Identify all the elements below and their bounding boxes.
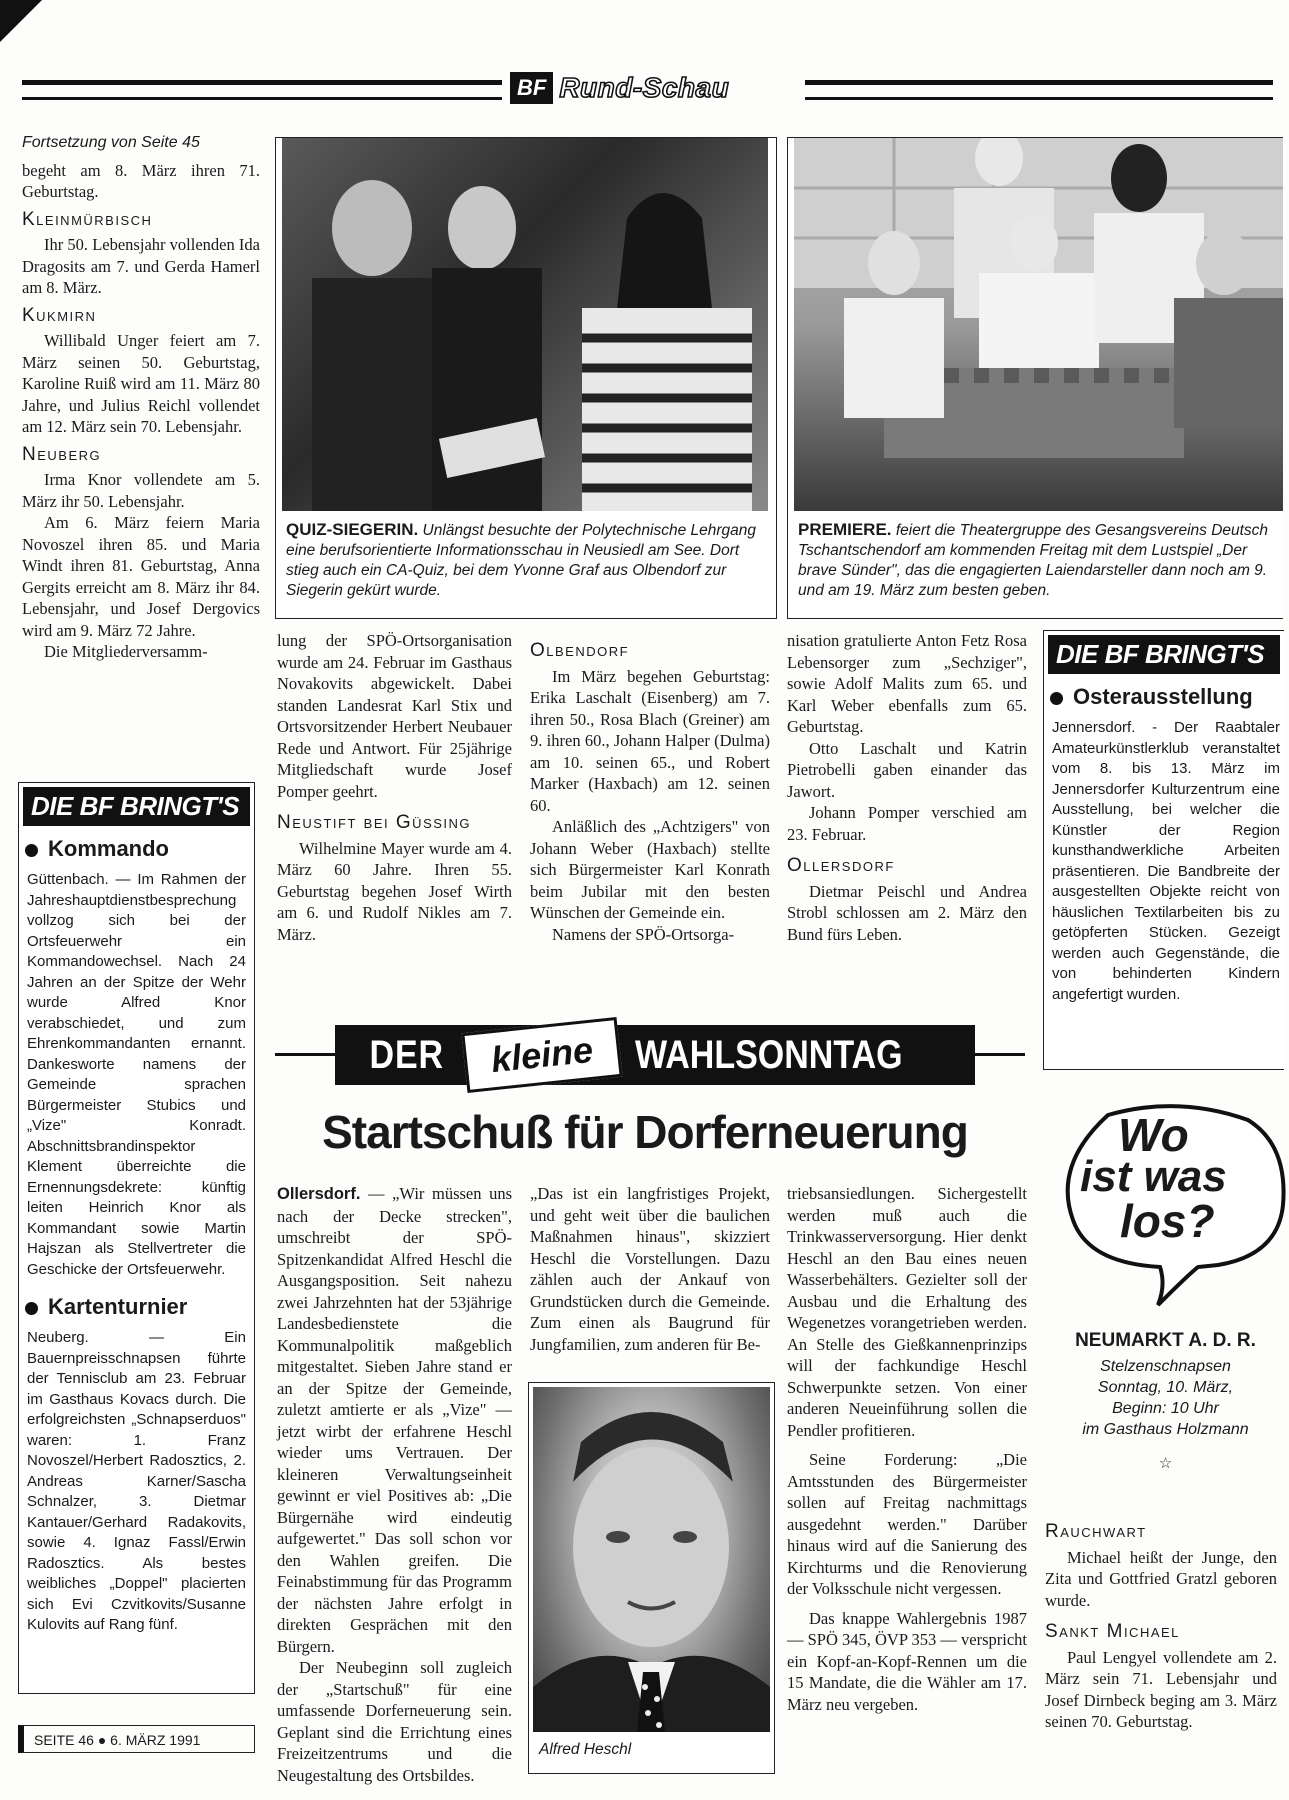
- section-text: Wilhelmine Mayer wurde am 4. März 60 Jahre. Ihren 55. Geburtstag begehen Josef Wirth am 6. und Rudolf Nikles am 7. März.: [277, 838, 512, 944]
- box-item-title: Kommando: [25, 836, 254, 862]
- page-footer: [18, 1725, 255, 1753]
- event-line: Sonntag, 10. März,: [1097, 1379, 1234, 1396]
- box-item-text: Neuberg. — Ein Bauernpreisschnapsen führte der Tennisclub am 23. Februar im Gasthaus Kovacs durch. Die erfolgreichsten „Schnapserduos" waren: 1. Franz Novoszel/Herbert Radosztics, 2. Andreas Karner/Sascha Schnalzer, 3. Dietmar Kantauer/Gerhard Radakovits, sowie 4. Ignaz Fassl/Erwin Radosztics. Als bestes weibliches „Doppel" placierten sich Evi Czvitkovits/Susanne Kulovits auf Rang fünf.: [27, 1329, 246, 1633]
- header-rule-left: [22, 80, 502, 100]
- article-col3: [787, 1183, 1027, 1715]
- bullet-icon: [25, 844, 38, 857]
- logo-rundschau: Rund-Schau: [559, 72, 730, 103]
- section-text: Irma Knor vollendete am 5. März ihr 50. Lebensjahr.: [22, 470, 260, 511]
- star-icon: ☆: [1158, 1456, 1173, 1472]
- section-title: Rauchwart: [1045, 1521, 1147, 1542]
- logo-bf: BF: [510, 72, 553, 104]
- bubble-line: los?: [1120, 1195, 1215, 1247]
- bf-bringts-box-left: [18, 782, 255, 1694]
- bubble-line: ist was: [1080, 1152, 1227, 1201]
- box-banner: DIE BF BRINGT'S: [23, 787, 250, 826]
- heschl-photo-frame: [528, 1382, 775, 1774]
- box-item-text: Jennersdorf. - Der Raabtaler Amateurkünstlerklub veranstaltet vom 8. bis 13. März im Jennersdorfer Kulturzentrum eine Ausstellung, bei welcher die Künstler der Region kunsthandwerkliche Arbeiten präsentieren. Die Bandbreite der ausgestellten Objekte reicht von häuslichen Textilarbeiten bis zu getöpferten Stücken. Gezeigt werden auch Gegenstände, die von behinderten Kindern angefertigt wurden.: [1052, 719, 1280, 1003]
- event-line: im Gasthaus Holzmann: [1082, 1421, 1249, 1438]
- wahl-banner-right: WAHLSONNTAG: [634, 1032, 903, 1077]
- bf-bringts-box-right: [1043, 630, 1284, 1070]
- section-text: Die Mitgliederversamm-: [44, 642, 208, 661]
- section-title: Ollersdorf: [787, 855, 895, 876]
- issue-date: 6. MÄRZ 1991: [110, 1732, 201, 1748]
- premiere-photo: [794, 138, 1283, 511]
- page-number: SEITE 46: [34, 1732, 94, 1748]
- caption-label: PREMIERE.: [798, 520, 892, 539]
- premiere-photo-figures: [794, 138, 1283, 511]
- col2: [277, 630, 512, 945]
- caption-text: feiert die Theatergruppe des Gesangsvereins Deutsch Tschantschendorf am kommenden Freitag mit dem Lustspiel „Der brave Sünder", das die engagierten Laiendarsteller dann noch am 9. und am 19. März zum besten geben.: [798, 522, 1269, 599]
- caption-label: QUIZ-SIEGERIN.: [286, 520, 419, 539]
- col4-text: Johann Pomper verschied am 23. Februar.: [787, 803, 1027, 844]
- col3-text: Im März begehen Geburtstag: Erika Laschalt (Eisenberg) am 7. ihren 50., Rosa Blach (Greiner) am 9. ihren 60., Johann Halper (Dulma) am 10. seinen 65., und Robert Marker (Haxbach) am 12. seinen 60.: [530, 666, 770, 815]
- wo-ist-was-los-bubble: [1048, 1095, 1288, 1310]
- col4-text: Otto Laschalt und Katrin Pietrobelli gaben einander das Jawort.: [787, 738, 1027, 801]
- section-title: Kukmirn: [22, 304, 97, 326]
- header-logo: [510, 72, 729, 104]
- col2-text: lung der SPÖ-Ortsorganisation wurde am 24. Februar im Gasthaus Novakovits abgewickelt. Dabei standen Landesrat Karl Stix und Ortsvorsitzender Herbert Neubauer Rede und Antwort. Für 25jährige Mitgliedschaft wurde Josef Pomper geehrt.: [277, 631, 512, 801]
- section-text: Paul Lengyel vollendete am 2. März sein 71. Lebensjahr und Josef Dirnbeck beging am 3. März seinen 70. Geburtstag.: [1045, 1647, 1277, 1731]
- event-block: [1043, 1330, 1288, 1473]
- article-col2: [530, 1183, 770, 1355]
- wahl-rule-left: [275, 1053, 335, 1056]
- photo-premiere-frame: [787, 137, 1283, 619]
- caption-text: Unlängst besuchte der Polytechnische Lehrgang eine berufsorientierte Informationsschau in Neusiedl am See. Dort stieg auch ein CA-Quiz, bei dem Yvonne Graf aus Olbendorf zur Siegerin gekürt wurde.: [286, 522, 757, 599]
- bubble-line: Wo: [1118, 1109, 1189, 1161]
- header-rule-right: [805, 80, 1273, 100]
- page-corner: [0, 0, 42, 42]
- col1: [22, 132, 260, 663]
- quiz-photo-figures: [282, 138, 768, 511]
- article-lead: Ollersdorf. — „Wir müssen uns nach der Decke strecken", umschreibt der SPÖ-Spitzenkandidat Alfred Heschl die Ausgangsposition. Seit nahezu zwei Jahrzehnten hat der 53jährige Landesbedienstete die Kommunalpolitik maßgeblich mitgestaltet. Sieben Jahre stand er an der Spitze der Gemeinde, zuletzt amtierte er als „Vize" — jetzt wirbt der erfahrene Heschl wieder ums Vertrauen. Der kleineren Verwaltungseinheit gewinnt er viel Positives ab: „Die Bürgernähe wird eindeutig aufgewertet." Das soll schon vor den Wahlen greifen. Die Feinabstimmung für das Programm der nächsten Jahre erfolgt in direkten Gesprächen mit den Bürgern.: [277, 1184, 512, 1656]
- col5: [1045, 1515, 1277, 1733]
- section-title: Olbendorf: [530, 640, 630, 661]
- col4: [787, 630, 1027, 945]
- bullet-icon: [1050, 692, 1063, 705]
- col4-text: nisation gratulierte Anton Fetz Rosa Lebensorger zum „Sechziger", sowie Adolf Malits zum 65. und Karl Weber ebenfalls zum 65. Geburtstag.: [787, 631, 1027, 736]
- section-text: Michael heißt der Junge, den Zita und Gottfried Gratzl geboren wurde.: [1045, 1547, 1277, 1610]
- col3-text: Namens der SPÖ-Ortsorga-: [552, 924, 735, 944]
- article-col1: [277, 1183, 512, 1786]
- event-line: Stelzenschnapsen: [1100, 1358, 1231, 1375]
- col3: [530, 630, 770, 945]
- bullet-icon: [25, 1302, 38, 1315]
- section-text: Dietmar Peischl und Andrea Strobl schlossen am 2. März den Bund fürs Leben.: [787, 881, 1027, 944]
- event-place: NEUMARKT A. D. R.: [1075, 1330, 1256, 1351]
- section-title: Neuberg: [22, 443, 102, 465]
- continued-note: Fortsetzung von Seite 45: [22, 134, 200, 151]
- box-item-text: Güttenbach. — Im Rahmen der Jahreshauptdienstbesprechung vollzog sich bei der Ortsfeuerwehr ein Kommandowechsel. Nach 24 Jahren an der Spitze der Wehr wurde Alfred Knor verabschiedet, und zum Ehrenkommandanten ernannt. Dankesworte namens der Gemeinde sprachen Bürgermeister Stubics und „Vize" Konradt. Abschnittsbrandinspektor Klement überreichte die Ernennungsdekrete: künftig leiten Heinrich Knor als Kommandant sowie Martin Hajszan als Stellvertreter die Geschicke der Ortsfeuerwehr.: [27, 871, 246, 1278]
- wahl-banner-left: DER: [369, 1032, 444, 1077]
- col3-text: Anläßlich des „Achtzigers" von Johann Weber (Haxbach) stellte sich Bürgermeister Karl Konrath beim Jubilar mit den besten Wünschen der Gemeinde ein.: [530, 817, 770, 922]
- wahl-rule-right: [975, 1053, 1025, 1056]
- col1-intro: begeht am 8. März ihren 71. Geburtstag.: [22, 160, 260, 201]
- article-text: triebsansiedlungen. Sichergestellt werden muß auch die Trinkwasserversorgung. Hier denkt Heschl an den Bau eines neuen Wasserbehälters. Gezielter soll der Ausbau und die Erhaltung des Wegenetzes vorangetrieben werden. An Stelle des Gießkannenprinzips will der fachkundige Heschl Schwerpunkte setzen. Von einer anderen Neueinführung sollen die Pendler profitieren.: [787, 1184, 1027, 1440]
- article-text: Der Neubeginn soll zugleich der „Startschuß" für eine umfassende Dorferneuerung sein. Geplant sind die Errichtung eines Freizeitzentrums und die Neugestaltung des Ortsbildes.: [277, 1658, 512, 1785]
- photo-quiz-frame: [275, 137, 777, 619]
- wahl-banner-mid: kleine: [462, 1017, 623, 1093]
- heschl-portrait: [533, 1387, 770, 1732]
- photo-caption: [798, 520, 1274, 601]
- section-title: Sankt Michael: [1045, 1621, 1180, 1642]
- article-text: „Das ist ein langfristiges Projekt, und geht weit über die baulichen Maßnahmen hinaus", skizziert Heschl die Vorstellungen. Dazu zählen auch der Ankauf von Grundstücken durch die Gemeinde. Zum einen als Baugrund für Jungfamilien, zum anderen für Be-: [530, 1184, 770, 1354]
- article-text: Seine Forderung: „Die Amtsstunden des Bürgermeister sollen auf Freitag nachmittags ausgedehnt werden." Darüber hinaus wird auf die Sanierung des Kirchturms und die Renovierung der Volksschule nicht vergessen.: [787, 1450, 1027, 1598]
- bullet-icon: ●: [97, 1732, 111, 1748]
- wahl-banner: [335, 1025, 975, 1085]
- photo-caption: Alfred Heschl: [539, 1741, 632, 1758]
- article-headline: Startschuß für Dorferneuerung: [322, 1106, 968, 1158]
- article-text: Das knappe Wahlergebnis 1987 — SPÖ 345, ÖVP 353 — verspricht ein Kopf-an-Kopf-Rennen um die 15 Mandate, die die Wähler am 17. März neu vergeben.: [787, 1608, 1028, 1714]
- section-title: Neustift bei Güssing: [277, 812, 472, 833]
- section-title: Kleinmürbisch: [22, 208, 153, 230]
- quiz-photo: [282, 138, 768, 511]
- box-item-title: Kartenturnier: [25, 1294, 254, 1320]
- box-item-title: Osterausstellung: [1050, 684, 1284, 710]
- box-banner: DIE BF BRINGT'S: [1048, 635, 1280, 674]
- event-line: Beginn: 10 Uhr: [1112, 1400, 1219, 1417]
- section-text: Willibald Unger feiert am 7. März seinen 50. Geburtstag, Karoline Ruiß wird am 11. März 80 Jahre, und Julius Reichl vollendet am 12. März sein 70. Lebensjahr.: [22, 331, 260, 436]
- photo-caption: [286, 520, 764, 601]
- section-text: Am 6. März feiern Maria Novoszel ihren 85. und Maria Windt ihren 81. Geburtstag, Anna Gergits erreicht am 8. März ihr 84. Lebensjahr, und Josef Dergovics wird am 9. März 72 Jahre.: [22, 513, 260, 640]
- section-text: Ihr 50. Lebensjahr vollenden Ida Dragosits am 7. und Gerda Hamerl am 8. März.: [22, 235, 260, 297]
- heschl-photo: [533, 1387, 770, 1732]
